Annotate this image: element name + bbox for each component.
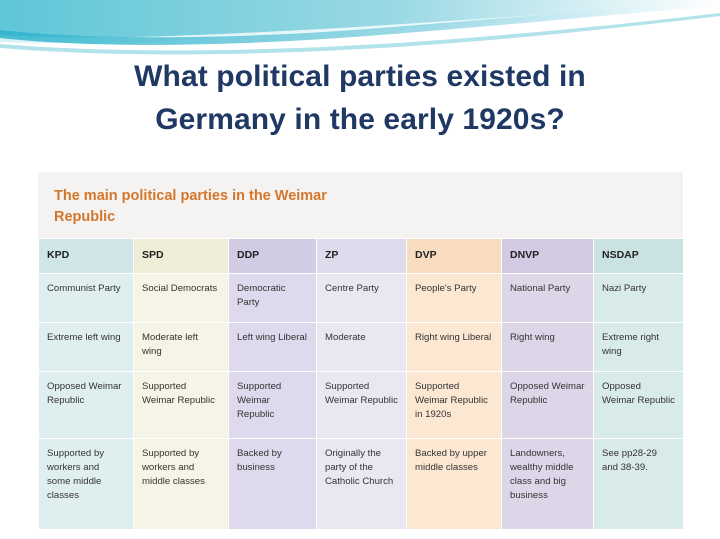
table-row <box>39 439 684 530</box>
cell-fullname-spd: Social Democrats <box>134 274 229 323</box>
cell-weimar-kpd: Opposed Weimar Republic <box>39 372 134 439</box>
cell-support-kpd: Supported by workers and some middle classes <box>39 439 134 530</box>
cell-weimar-dnvp: Opposed Weimar Republic <box>502 372 594 439</box>
table-heading: The main political parties in the Weimar Republic <box>54 188 327 226</box>
cell-weimar-dvp: Supported Weimar Republic in 1920s <box>407 372 502 439</box>
table-row <box>39 274 684 323</box>
table-row <box>39 323 684 372</box>
cell-position-kpd: Extreme left wing <box>39 323 134 372</box>
cell-support-nsdap: See pp28-29 and 38-39. <box>594 439 684 530</box>
column-header-zp: ZP <box>317 239 407 274</box>
cell-position-nsdap: Extreme right wing <box>594 323 684 372</box>
cell-weimar-zp: Supported Weimar Republic <box>317 372 407 439</box>
cell-position-dnvp: Right wing <box>502 323 594 372</box>
page-title <box>0 56 720 141</box>
cell-fullname-kpd: Communist Party <box>39 274 134 323</box>
header-decoration <box>0 0 720 58</box>
column-header-ddp: DDP <box>229 239 317 274</box>
cell-position-ddp: Left wing Liberal <box>229 323 317 372</box>
cell-support-ddp: Backed by business <box>229 439 317 530</box>
cell-support-zp: Originally the party of the Catholic Church <box>317 439 407 530</box>
column-header-spd: SPD <box>134 239 229 274</box>
page-title-line-2: Germany in the early 1920s? <box>155 102 565 136</box>
cell-fullname-nsdap: Nazi Party <box>594 274 684 323</box>
table-row <box>39 372 684 439</box>
cell-weimar-nsdap: Opposed Weimar Republic <box>594 372 684 439</box>
cell-fullname-dvp: People's Party <box>407 274 502 323</box>
cell-support-dnvp: Landowners, wealthy middle class and big business <box>502 439 594 530</box>
cell-support-dvp: Backed by upper middle classes <box>407 439 502 530</box>
cell-position-dvp: Right wing Liberal <box>407 323 502 372</box>
cell-position-spd: Moderate left wing <box>134 323 229 372</box>
cell-fullname-ddp: Democratic Party <box>229 274 317 323</box>
cell-fullname-dnvp: National Party <box>502 274 594 323</box>
page-title-line-1: What political parties existed in <box>134 60 586 93</box>
table-header-row <box>39 239 684 274</box>
column-header-kpd: KPD <box>39 239 134 274</box>
cell-support-spd: Supported by workers and middle classes <box>134 439 229 530</box>
column-header-nsdap: NSDAP <box>594 239 684 274</box>
cell-weimar-ddp: Supported Weimar Republic <box>229 372 317 439</box>
parties-table-card <box>38 172 683 530</box>
column-header-dvp: DVP <box>407 239 502 274</box>
parties-table <box>38 238 684 530</box>
column-header-dnvp: DNVP <box>502 239 594 274</box>
cell-position-zp: Moderate <box>317 323 407 372</box>
cell-fullname-zp: Centre Party <box>317 274 407 323</box>
cell-weimar-spd: Supported Weimar Republic <box>134 372 229 439</box>
